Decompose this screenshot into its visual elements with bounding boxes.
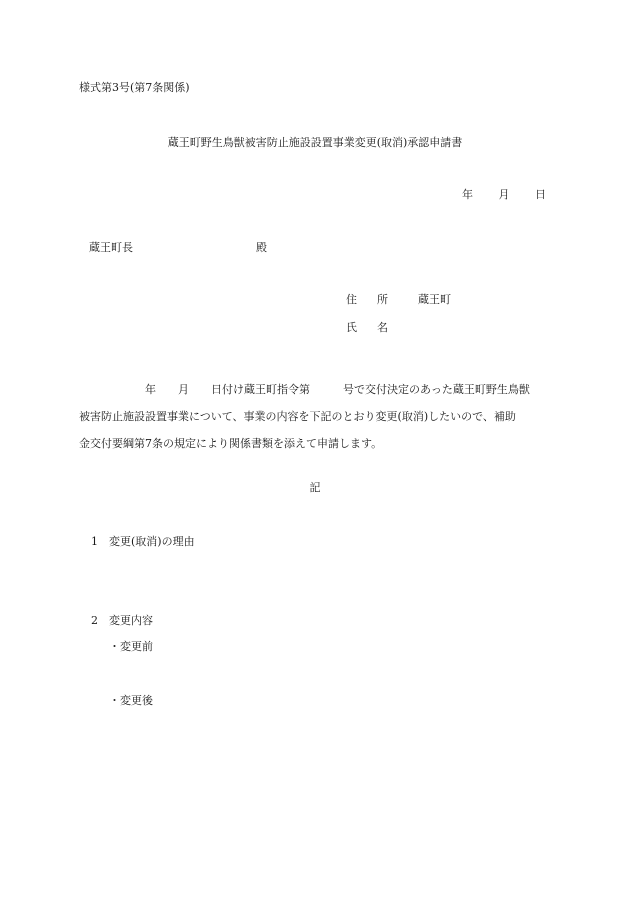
body-line-3: 金交付要綱第7条の規定により関係書類を添えて申請します。 <box>79 437 383 450</box>
section-number: 2 <box>91 614 98 627</box>
section-label: 変更内容 <box>109 614 153 627</box>
ki-heading: 記 <box>309 481 321 494</box>
applicant-address-row <box>346 294 451 305</box>
date-line <box>462 189 546 200</box>
applicant-address-value: 蔵王町 <box>418 293 451 306</box>
applicant-name-row <box>346 322 418 333</box>
addressee-honorific: 殿 <box>256 241 267 254</box>
date-month-label: 月 <box>498 188 510 201</box>
sub-item-before-change: ・変更前 <box>109 640 153 653</box>
date-day-label: 日 <box>535 188 546 201</box>
body-paragraph <box>79 376 549 457</box>
section-change-content <box>91 615 153 626</box>
section-number: 1 <box>91 535 98 548</box>
section-label: 変更(取消)の理由 <box>109 535 195 548</box>
body-line-1: 年 月 日付け蔵王町指令第 号で交付決定のあった蔵王町野生鳥獣 <box>79 383 530 396</box>
form-number: 様式第3号(第7条関係) <box>79 81 190 94</box>
document-title: 蔵王町野生鳥獣被害防止施設設置事業変更(取消)承認申請書 <box>167 136 463 149</box>
sub-item-after-change: ・変更後 <box>109 694 153 707</box>
applicant-address-label: 住 所 <box>346 293 388 306</box>
addressee-name: 蔵王町長 <box>89 241 133 254</box>
body-line-2: 被害防止施設設置事業について、事業の内容を下記のとおり変更(取消)したいので、補助 <box>79 410 516 423</box>
applicant-name-label: 氏 名 <box>346 321 388 334</box>
addressee <box>89 241 267 254</box>
date-year-label: 年 <box>462 188 473 201</box>
section-change-reason <box>91 536 195 547</box>
